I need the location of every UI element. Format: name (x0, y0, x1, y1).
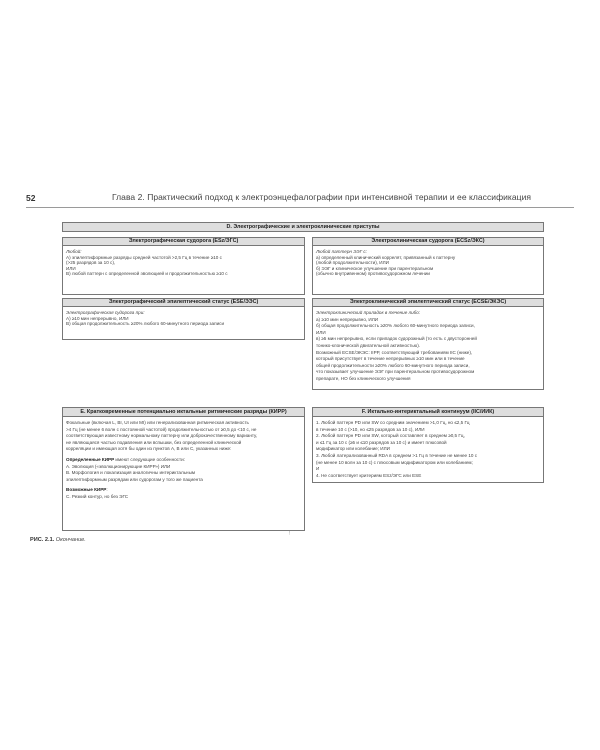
definite-kirr-item: В. Морфология и локализация аналогичны интериктальным (66, 470, 196, 476)
ecsz-line: а) определенный клинический коррелят, привязанный к паттерну (316, 254, 456, 260)
section-e-title: E. Кратковременные потенциально иктальные ритмические разряды (КИРР) (62, 407, 305, 417)
esz-line: ИЛИ (66, 265, 76, 271)
definite-kirr-heading (66, 457, 257, 464)
ese-title: Электрографический эпилептический статус (ESE/ЭЭС) (62, 298, 305, 307)
ecse-line: а) ≥10 мин непрерывно, ИЛИ (316, 316, 379, 322)
page-number: 52 (26, 193, 36, 203)
figure-caption-label: РИС. 2.1. (30, 537, 55, 543)
section-f-line: и ≤1 Гц за 10 с (≥5 и ≤10 разрядов за 10 с) и имеет плюсовой (316, 439, 447, 445)
section-f-line: 4. Не соответствует критериям ESz/ЭГС или ESE (316, 472, 422, 478)
section-f-text (316, 420, 477, 479)
definite-kirr-label: Определенные КИРР (66, 456, 115, 462)
esz-line: Любой: (66, 249, 82, 254)
section-e-paragraph-line: соответствующая известному нормальному паттерну или доброкачественному варианту, (66, 433, 258, 439)
ecsz-text (316, 249, 455, 277)
section-d-title: D. Электрографические и электроклинические приступы (62, 222, 544, 232)
section-e-paragraph-line: не являющаяся частью подавления или вспышки, без определенной клинической (66, 439, 242, 445)
section-f-line: 2. Любой паттерн PD или SW, который составляет в среднем ≥0,5 Гц, (316, 433, 465, 439)
esz-text (66, 249, 228, 277)
ecse-line: б) общая продолжительность ≥20% любого 60-минутного периода записи, (316, 323, 475, 329)
esz-line: В) любой паттерн с определенной эволюцией и продолжительностью ≥10 с (66, 271, 228, 277)
header-rule (26, 207, 574, 208)
possible-kirr-label: Возможные КИРР (66, 487, 107, 493)
ecsz-line: б) ЭЭГ и клиническое улучшение при парентеральном (316, 265, 434, 271)
possible-kirr-rest: : (106, 487, 108, 493)
ecse-line: Возможный ECSE/ЭКЭС: IIPP, соответствующий требованиям IIC (ниже), (316, 349, 473, 355)
section-f-line: (не менее 10 волн за 10 с) с плюсовым модификатором или колебанием; (316, 459, 473, 465)
chapter-title: Глава 2. Практический подход к электроэнцефалографии при интенсивной терапии и ее классификация (112, 192, 532, 202)
ecsz-line: (любой продолжительности), ИЛИ (316, 260, 389, 266)
ecse-line: тонико-клонической двигательной активностью). (316, 342, 421, 348)
ecse-line: в) ≥5 мин непрерывно, если припадок судорожный (то есть с двусторонней (316, 336, 477, 342)
ecse-line: что показывает улучшение ЭЭГ при парентеральном противосудорожном (316, 369, 475, 375)
possible-kirr-item: С. Резкий контур, но без ЭГС (66, 493, 129, 499)
section-f-line: модификатор или колебание; ИЛИ (316, 446, 390, 452)
esz-line: (>25 разрядов за 10 с), (66, 260, 116, 266)
section-f-line: И (316, 466, 320, 472)
ecse-line: ИЛИ (316, 329, 326, 335)
ecse-line: Электроклинический приладок в течение либо: (316, 310, 421, 315)
ecse-line: препарате, НО без клинического улучшения (316, 375, 411, 381)
section-f-line: 3. Любой латерализованный RDA в среднем >1 Гц в течение не менее 10 с (316, 452, 478, 458)
section-f-title: F. Иктально-интериктальный континуум (IIC/ИИК) (312, 407, 544, 417)
section-f-line: в течение 10 с (>10, но ≤25 разрядов за 10 с), ИЛИ (316, 426, 425, 432)
ecse-line: общей продолжительности ≥20% любого 60-минутного периода записи, (316, 362, 470, 368)
ecse-title: Электроклинический эпилептический статус (ECSE/ЭКЭС) (312, 298, 544, 307)
section-e-paragraph-line: >4 Гц (не менее 6 волн с постоянной частотой) продолжительностью от ≥0,5 до <10 с, не (66, 426, 257, 432)
ecsz-line: Любой паттерн ЭЭГ с: (316, 249, 367, 254)
page-mark: ! (289, 531, 291, 537)
esz-title: Электрографическая судорога (ESz/ЭГС) (62, 237, 305, 246)
section-e-paragraph-line: Фокальные (включая L, BI, UI или MI) или генерализованная ритмическая активность (66, 420, 249, 425)
definite-kirr-item: А. Эволюция («эволюционирующие КИРР») ИЛИ (66, 463, 171, 469)
ese-line: Электрографическая судорога при: (66, 310, 145, 315)
section-e-paragraph-line: корреляции и имеющая хотя бы один из пунктов А, В или С, указанных ниже: (66, 446, 232, 452)
ese-line: А) ≥10 мин непрерывно, ИЛИ (66, 315, 129, 321)
figure-caption-text: Окончание. (55, 537, 86, 543)
ecse-line: который присутствует в течение непрерывных ≥10 мин или в течение (316, 356, 465, 362)
section-f-line: 1. Любой паттерн PD или SW со средним значением >1,0 Гц, но ≤2,5 Гц (316, 420, 470, 425)
figure-caption (30, 537, 86, 543)
ecsz-title: Электроклиническая судорога (ECSz/ЭКС) (312, 237, 544, 246)
ese-text (66, 310, 224, 327)
ecse-text (316, 310, 477, 383)
possible-kirr-heading (66, 487, 257, 494)
definite-kirr-item: эпилептиформным разрядам или судорогам у того же пациента (66, 476, 203, 482)
definite-kirr-rest: имеют следующие особенности: (114, 456, 185, 462)
ecsz-line: (обычно внутривенном) противосудорожном лечении (316, 271, 430, 277)
ese-line: В) общая продолжительность ≥20% любого 60-минутного периода записи (66, 321, 225, 327)
section-e-text (66, 420, 257, 501)
esz-line: А) эпилептиформные разряды средней частотой >2,5 Гц в течение ≥10 с (66, 254, 222, 260)
